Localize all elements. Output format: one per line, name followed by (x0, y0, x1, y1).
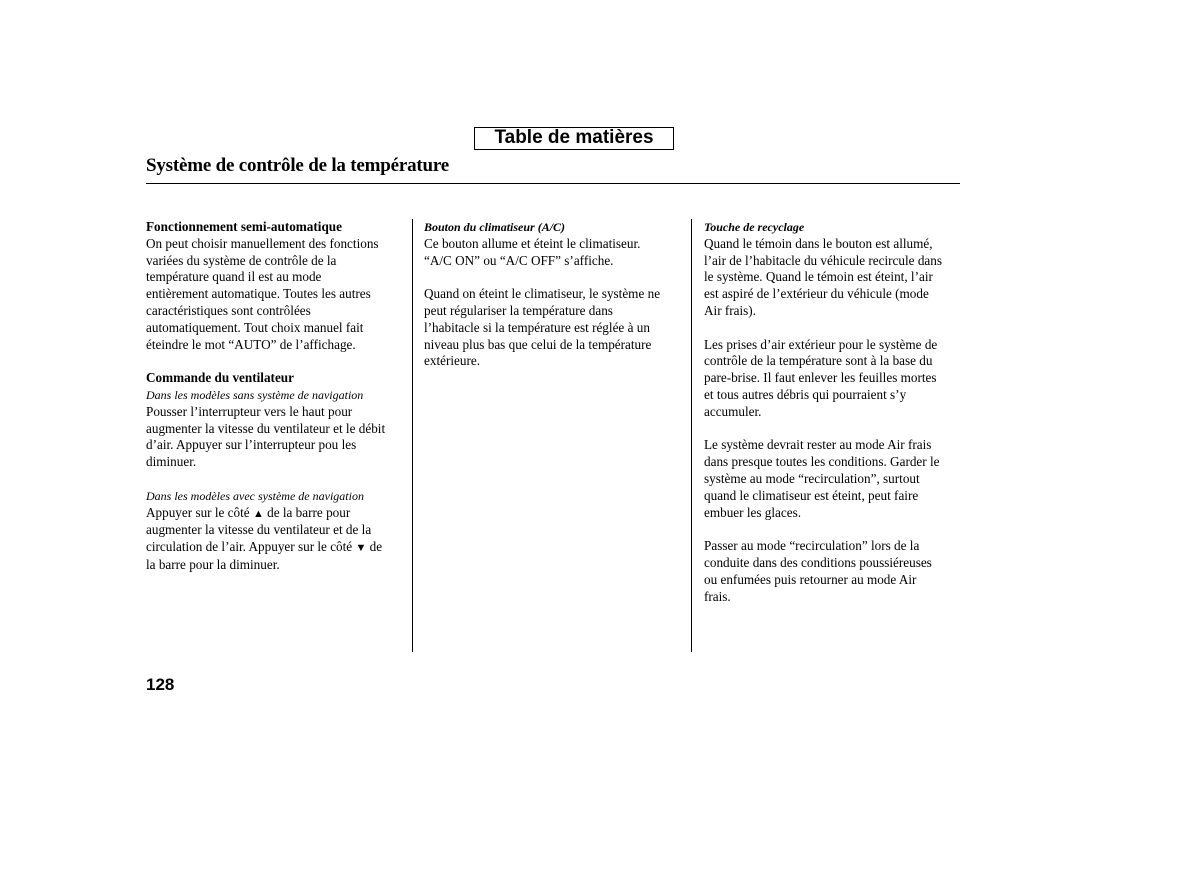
column-semi-automatic (146, 219, 408, 574)
text-line: le système. Quand le témoin est éteint, l’air (704, 269, 933, 285)
text-line: pare-brise. Il faut enlever les feuilles mortes (704, 370, 937, 386)
text-line: la barre pour la diminuer. (146, 556, 280, 572)
page-title: Système de contrôle de la température (146, 155, 450, 176)
text-line: niveau plus bas que celui de la température (424, 336, 652, 352)
triangle-up-icon: ▲ (252, 507, 264, 520)
column-divider (691, 219, 692, 652)
subheading-without-navigation: Dans les modèles sans système de navigation (146, 387, 364, 402)
text-line: augmenter la vitesse du ventilateur et le débit (146, 420, 386, 436)
text-line: l’habitacle si la température est réglée à un (424, 319, 650, 335)
text-line: entièrement automatique. Toutes les autres (146, 286, 371, 302)
column-divider (412, 219, 413, 652)
page-number: 128 (146, 675, 175, 694)
text-line: automatiquement. Tout choix manuel fait (146, 319, 364, 335)
text-line: Pousser l’interrupteur vers le haut pour (146, 403, 353, 419)
text-line: Quand le témoin dans le bouton est allumé, (704, 235, 933, 251)
text-line: Passer au mode “recirculation” lors de la (704, 538, 920, 554)
text-segment: Appuyer sur le côté (146, 504, 250, 520)
text-line: quand le climatiseur est éteint, peut faire (704, 487, 919, 503)
text-line: température quand il est au mode (146, 269, 322, 285)
text-line: est aspiré de l’extérieur du véhicule (mode (704, 286, 929, 302)
text-line: Les prises d’air extérieur pour le système de (704, 336, 938, 352)
text-segment: de la barre pour (267, 504, 351, 520)
subheading-with-navigation: Dans les modèles avec système de navigation (146, 488, 364, 503)
heading-ac-button: Bouton du climatiseur (A/C) (424, 220, 566, 234)
title-divider (146, 183, 960, 184)
text-line: caractéristiques sont contrôlées (146, 302, 311, 318)
text-line: Le système devrait rester au mode Air frais (704, 437, 932, 453)
column-ac-button (424, 219, 686, 370)
text-segment: circulation de l’air. Appuyer sur le côté (146, 539, 353, 555)
triangle-down-icon: ▼ (355, 542, 367, 555)
text-line: système au mode “recirculation”, surtout (704, 470, 920, 486)
text-line: “A/C ON” ou “A/C OFF” s’affiche. (424, 252, 614, 268)
text-segment: de (369, 539, 383, 555)
text-line: Ce bouton allume et éteint le climatiseur. (424, 235, 641, 251)
text-line: conduite dans des conditions poussiéreuses (704, 554, 932, 570)
text-line: augmenter la vitesse du ventilateur et de la (146, 522, 372, 538)
text-line: peut régulariser la température dans (424, 302, 613, 318)
heading-semi-automatic: Fonctionnement semi-automatique (146, 219, 342, 234)
text-line: frais. (704, 588, 731, 604)
text-line: extérieure. (424, 353, 481, 369)
text-line: variées du système de contrôle de la (146, 252, 337, 268)
table-of-contents-button[interactable]: Table de matières (474, 127, 674, 150)
text-line: et tous autres débris qui pourraient s’y (704, 386, 907, 402)
text-line: l’air de l’habitacle du véhicule recircule dans (704, 252, 942, 268)
heading-fan-control: Commande du ventilateur (146, 370, 294, 386)
text-line: d’air. Appuyer sur l’interrupteur pou les (146, 437, 357, 453)
column-recirculation (704, 219, 966, 605)
text-line: embuer les glaces. (704, 504, 802, 520)
text-line: contrôle de la température sont à la base du (704, 353, 933, 369)
text-line: dans presque toutes les conditions. Garder le (704, 454, 940, 470)
text-line: Air frais). (704, 302, 756, 318)
text-line: diminuer. (146, 454, 197, 470)
text-line (146, 539, 408, 557)
text-line: éteindre le mot “AUTO” de l’affichage. (146, 336, 356, 352)
text-line (146, 505, 408, 523)
text-line: Quand on éteint le climatiseur, le système ne (424, 286, 661, 302)
text-line: ou enfumées puis retourner au mode Air (704, 571, 917, 587)
text-line: On peut choisir manuellement des fonctions (146, 235, 379, 251)
text-line: accumuler. (704, 403, 762, 419)
heading-recirculation: Touche de recyclage (704, 220, 805, 234)
